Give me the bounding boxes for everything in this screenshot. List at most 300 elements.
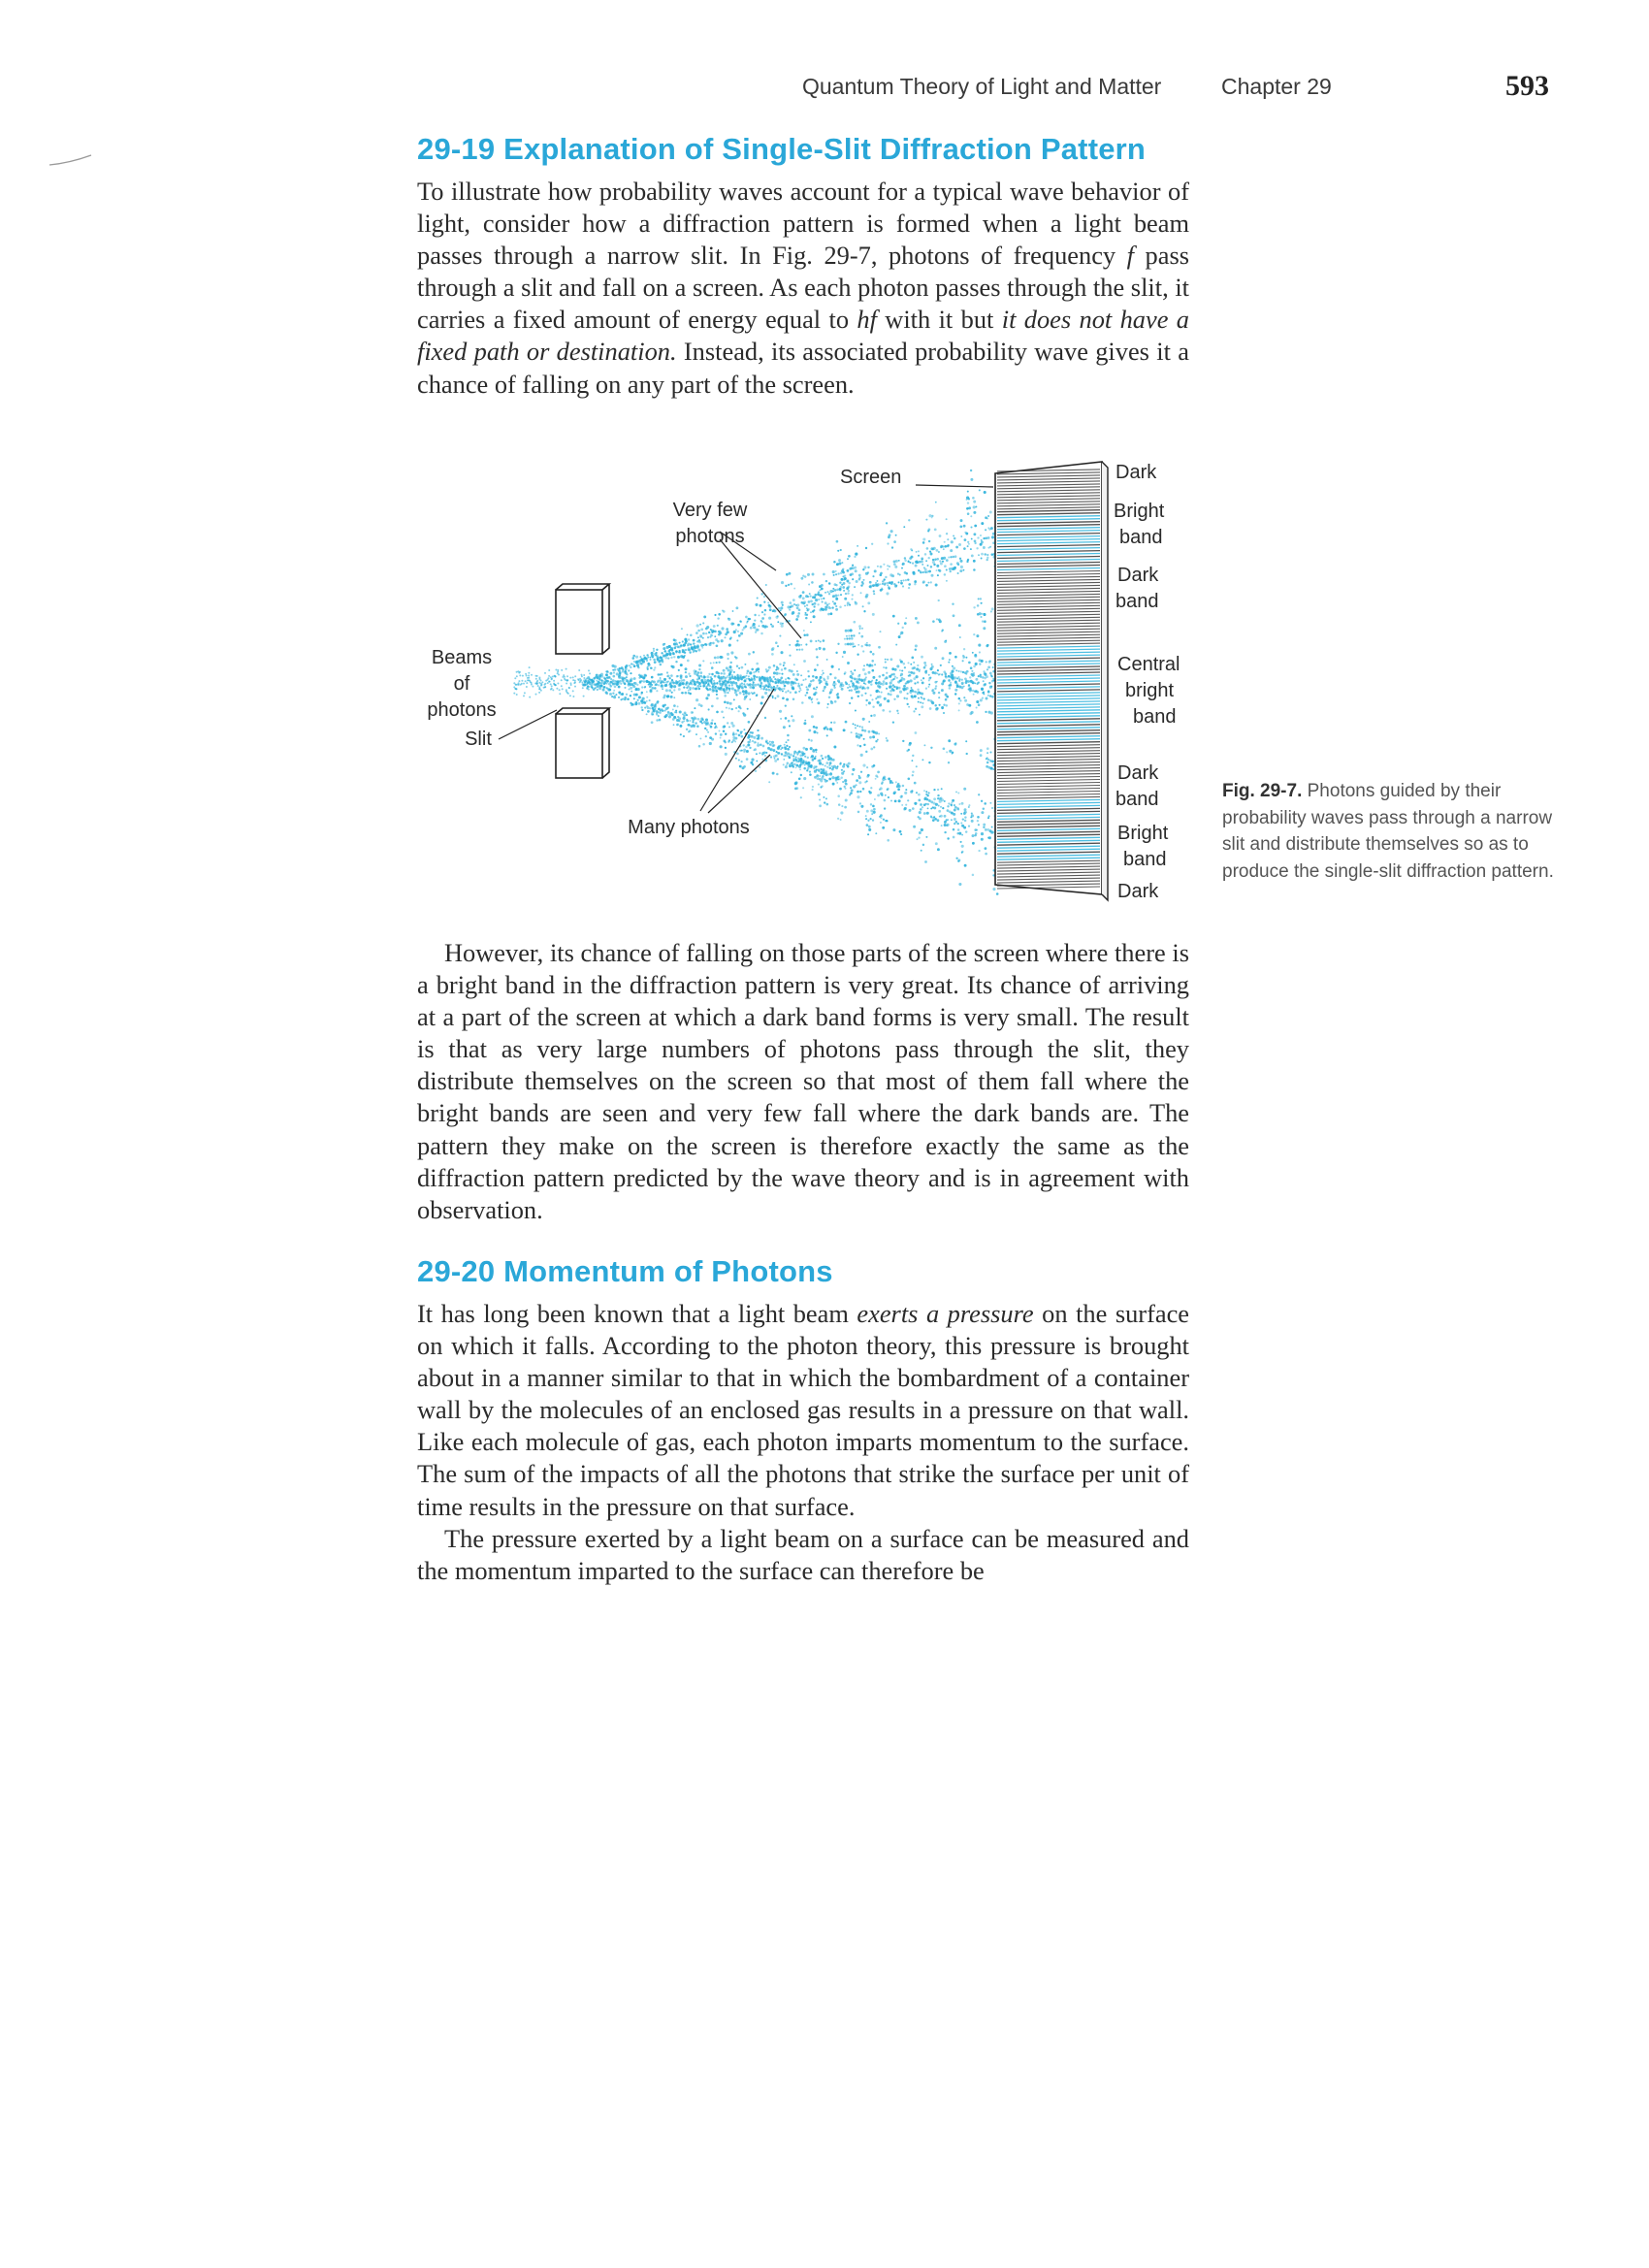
photon-dot (629, 689, 630, 691)
photon-dot (679, 642, 681, 644)
photon-dot (705, 644, 707, 646)
photon-dot (851, 731, 853, 733)
photon-dot (532, 686, 534, 688)
photon-dot (990, 767, 993, 770)
photon-dot (879, 631, 881, 632)
photon-dot (728, 658, 729, 660)
photon-dot (729, 678, 731, 680)
photon-dot (795, 764, 798, 767)
photon-dot (928, 540, 930, 542)
photon-dot (916, 765, 918, 767)
photon-dot (859, 745, 861, 747)
photon-dot (716, 694, 718, 696)
photon-dot (811, 756, 813, 758)
photon-dot (649, 659, 651, 661)
photon-dot (972, 652, 974, 654)
photon-dot (739, 707, 741, 709)
photon-dot (682, 650, 685, 653)
photon-dot (746, 683, 749, 686)
photon-dot (544, 672, 546, 674)
photon-dot (936, 618, 938, 620)
photon-dot (961, 834, 963, 836)
photon-dot (741, 678, 743, 680)
photon-dot (916, 792, 918, 794)
photon-dot (960, 566, 963, 568)
band-label-central: bright (1125, 680, 1175, 701)
photon-dot (737, 631, 739, 632)
photon-dot (779, 678, 781, 680)
photon-dot (915, 731, 918, 734)
photon-dot (574, 686, 576, 688)
photon-dot (746, 675, 748, 677)
photon-dot (854, 645, 856, 647)
photon-dot (579, 681, 581, 683)
photon-dot (761, 754, 763, 756)
photon-dot (934, 704, 937, 707)
photon-dot (714, 635, 716, 637)
photon-dot (900, 580, 902, 582)
photon-dot (947, 538, 949, 540)
photon-dot (986, 537, 988, 540)
photon-dot (968, 826, 970, 827)
chapter-label: Chapter 29 (1221, 74, 1332, 99)
photon-dot (886, 737, 888, 739)
photon-dot (706, 626, 709, 629)
photon-dot (962, 569, 964, 571)
photon-dot (922, 677, 924, 679)
photon-dot (872, 805, 875, 808)
photon-dot (561, 685, 563, 687)
photon-dot (875, 731, 878, 734)
photon-dot (802, 679, 804, 681)
photon-dot (949, 750, 952, 753)
screen (995, 462, 1108, 900)
photon-dot (738, 634, 741, 637)
photon-dot (679, 651, 681, 653)
photon-dot (666, 646, 668, 648)
photon-dot (838, 803, 841, 806)
photon-dot (725, 747, 727, 749)
photon-dot (904, 792, 907, 794)
photon-dot (959, 569, 962, 572)
photon-dot (973, 606, 975, 608)
photon-dot (767, 686, 769, 688)
photon-dot (970, 526, 972, 528)
photon-dot (813, 687, 815, 689)
photon-dot (721, 639, 724, 642)
photon-dot (783, 759, 785, 761)
photon-dot (835, 608, 838, 611)
paragraph-text: However, its chance of falling on those parts of the screen where there is a bright band in the diffraction pattern is very great. Its chance of arriving at a part of the screen at which a dark band forms is very small. The result is that as very large numbers of photons pass through the slit, they distribute themselves on the screen so that most of them fall where the bright bands are seen and very few fall where the dark bands are. The pattern they make on the screen is therefore exactly the same as the diffraction pattern predicted by the wave theory and is in agreement with observation. (417, 938, 1189, 1224)
photon-dot (649, 690, 652, 693)
photon-dot (734, 692, 737, 695)
photon-dot (754, 619, 756, 621)
photon-dot (919, 811, 922, 814)
photon-dot (523, 683, 525, 685)
photon-dot (908, 671, 911, 674)
photon-dot (697, 636, 699, 638)
band-label-dark: Dark (1117, 762, 1159, 784)
photon-dot (849, 686, 851, 688)
photon-dot (908, 560, 910, 562)
photon-dot (745, 746, 748, 749)
photon-dot (967, 680, 970, 683)
photon-dot (960, 519, 963, 522)
photon-dot (939, 560, 941, 562)
photon-dot (697, 718, 700, 721)
photon-dot (916, 667, 919, 670)
photon-dot (696, 685, 699, 688)
photon-dot (957, 828, 960, 831)
photon-dot (752, 683, 755, 686)
photon-dot (990, 610, 992, 612)
photon-dot (869, 792, 872, 794)
photon-dot (842, 656, 844, 658)
photon-dot (630, 687, 632, 690)
text-run: Instead, its associated probability wave gives it a chance of falling on any part of the screen. (417, 337, 1189, 399)
photon-dot (811, 581, 814, 584)
band-label-bright: band (1119, 527, 1163, 548)
photon-dot (692, 721, 694, 723)
photon-dot (802, 787, 804, 789)
photon-dot (726, 687, 728, 690)
photon-dot (927, 565, 929, 567)
photon-dot (914, 583, 916, 585)
photon-dot (948, 802, 950, 804)
photon-dot (878, 681, 880, 683)
photon-dot (816, 648, 818, 650)
photon-dot (760, 621, 762, 623)
photon-dot (871, 813, 873, 815)
photon-dot (630, 672, 632, 674)
photon-dot (631, 703, 634, 706)
photon-dot (722, 680, 724, 682)
photon-dot (987, 836, 989, 838)
photon-dot (867, 833, 869, 835)
photon-dot (986, 644, 988, 647)
photon-dot (886, 688, 888, 690)
photon-dot (736, 729, 738, 731)
photon-dot (844, 643, 847, 646)
photon-dot (706, 729, 708, 731)
photon-dot (713, 625, 716, 628)
photon-dot (904, 666, 906, 668)
photon-dot (852, 578, 854, 580)
photon-dot (968, 806, 970, 808)
photon-dot (829, 773, 832, 776)
photon-dot (828, 593, 830, 595)
photon-dot (978, 703, 981, 706)
photon-dot (756, 663, 759, 665)
photon-dot (860, 584, 862, 586)
photon-dot (862, 718, 865, 721)
photon-dot (676, 651, 678, 653)
photon-dot (758, 671, 760, 673)
photon-dot (588, 686, 590, 688)
photon-dot (923, 790, 925, 792)
photon-dot (771, 625, 774, 628)
photon-dot (736, 664, 738, 666)
photon-dot (795, 767, 797, 769)
photon-dot (851, 789, 854, 792)
photon-dot (728, 692, 729, 694)
photon-dot (980, 749, 983, 752)
photon-dot (635, 661, 638, 664)
photon-dot (618, 670, 620, 672)
photon-dot (682, 656, 685, 659)
photon-dot (723, 672, 726, 675)
photon-dot (990, 686, 992, 688)
photon-dot (725, 753, 728, 756)
photon-dot (933, 816, 935, 818)
photon-dot (754, 675, 756, 677)
photon-dot (832, 783, 835, 786)
photon-dot (871, 660, 874, 663)
photon-dot (624, 697, 627, 699)
photon-dot (761, 611, 763, 613)
photon-dot (980, 535, 982, 536)
photon-dot (868, 644, 871, 647)
photon-dot (835, 652, 837, 654)
photon-dot (921, 656, 923, 659)
photon-dot (810, 599, 813, 602)
photon-dot (657, 681, 659, 683)
photon-dot (776, 672, 779, 675)
photon-dot (890, 530, 893, 533)
photon-dot (674, 647, 677, 650)
photon-dot (808, 764, 811, 767)
photon-dot (749, 698, 751, 700)
photon-dot (803, 600, 806, 603)
photon-dot (783, 664, 785, 666)
photon-dot (948, 675, 951, 678)
photon-dot (953, 666, 955, 669)
band-label-dark: band (1116, 591, 1159, 612)
photon-dot (749, 679, 752, 682)
photon-dot (764, 692, 767, 695)
photon-dot (941, 825, 943, 826)
photon-dot (941, 706, 944, 709)
photon-dot (660, 682, 662, 684)
photon-dot (871, 698, 873, 700)
photon-dot (603, 686, 605, 688)
photon-dot (757, 629, 760, 632)
photon-dot (948, 679, 950, 681)
photon-dot (898, 581, 900, 583)
photon-dot (990, 527, 993, 530)
photon-dot (974, 654, 977, 657)
photon-dot (682, 640, 684, 642)
photon-dot (664, 710, 666, 712)
photon-dot (965, 830, 967, 832)
photon-dot (855, 601, 857, 603)
photon-dot (873, 714, 876, 717)
photon-dot (986, 668, 988, 670)
photon-dot (777, 747, 780, 750)
photon-dot (961, 845, 964, 848)
photon-dot (847, 765, 850, 768)
photon-dot (873, 593, 875, 595)
photon-dot (896, 710, 898, 712)
photon-dot (552, 689, 554, 691)
photon-dot (974, 539, 977, 542)
photon-dot (840, 549, 842, 551)
photon-dot (933, 564, 935, 566)
photon-dot (849, 637, 851, 639)
photon-dot (728, 665, 731, 668)
photon-dot (980, 598, 982, 599)
photon-dot (956, 678, 958, 680)
photon-dot (643, 680, 646, 683)
photon-dot (760, 682, 763, 685)
photon-dot (880, 572, 883, 575)
photon-dot (731, 687, 734, 690)
photon-dot (938, 569, 940, 571)
photon-dot (824, 801, 825, 803)
photon-dot (724, 677, 727, 680)
photon-dot (924, 670, 926, 672)
photon-dot (687, 633, 689, 635)
photon-dot (779, 710, 782, 713)
photon-dot (531, 674, 533, 676)
photon-dot (814, 758, 816, 760)
photon-dot (630, 695, 631, 697)
photon-dot (821, 607, 824, 610)
photon-dot (815, 640, 817, 642)
photon-dot (983, 680, 985, 682)
photon-dot (859, 734, 862, 737)
photon-dot (743, 627, 746, 630)
photon-dot (922, 844, 924, 846)
photon-dot (797, 758, 799, 760)
photon-dot (975, 683, 977, 685)
photon-dot (551, 685, 553, 687)
photon-dot (817, 603, 819, 605)
photon-dot (886, 672, 888, 674)
photon-dot (850, 670, 852, 672)
photon-dot (895, 560, 898, 563)
photon-dot (723, 730, 726, 733)
photon-dot (992, 888, 995, 891)
photon-dot (925, 803, 927, 805)
photon-dot (970, 816, 972, 818)
photon-dot (992, 666, 994, 668)
photon-dot (660, 677, 662, 679)
photon-dot (762, 688, 764, 690)
band-label-dark: Dark (1116, 462, 1157, 483)
photon-dot (755, 632, 757, 633)
photon-dot (748, 653, 751, 656)
photon-dot (757, 684, 759, 686)
photon-dot (724, 636, 726, 638)
photon-dot (863, 566, 866, 568)
photon-dot (810, 739, 812, 741)
photon-dot (644, 686, 646, 688)
photon-dot (558, 674, 560, 676)
photon-dot (837, 643, 839, 645)
photon-dot (741, 666, 744, 669)
photon-dot (811, 701, 813, 703)
photon-dot (749, 671, 752, 674)
photon-dot (847, 569, 850, 572)
photon-dot (679, 710, 682, 713)
photon-dot (888, 693, 890, 696)
photon-dot (789, 644, 791, 646)
photon-dot (887, 565, 889, 567)
photon-dot (918, 799, 921, 802)
photon-dot (726, 628, 728, 631)
photon-dot (940, 664, 942, 666)
photon-dot (568, 687, 570, 689)
photon-dot (826, 676, 828, 678)
photon-dot (780, 718, 782, 720)
photon-dot (880, 566, 883, 568)
photon-dot (830, 760, 832, 761)
photon-dot (808, 600, 811, 603)
photon-dot (843, 579, 845, 581)
photon-dot (856, 779, 858, 782)
photon-dot (900, 582, 903, 585)
photon-dot (964, 538, 967, 541)
photon-dot (694, 683, 696, 686)
photon-dot (526, 682, 528, 684)
photon-dot (982, 697, 984, 698)
photon-dot (792, 755, 794, 757)
section1-paragraph-1 (417, 176, 1189, 401)
photon-dot (679, 725, 682, 728)
photon-dot (785, 765, 788, 768)
photon-dot (786, 741, 788, 743)
photon-dot (630, 691, 632, 693)
photon-dot (816, 686, 818, 688)
photon-dot (819, 760, 822, 762)
photon-dot (978, 598, 980, 599)
photon-dot (890, 673, 892, 675)
photon-dot (530, 681, 532, 683)
photon-dot (782, 623, 784, 625)
photon-dot (821, 598, 823, 599)
photon-dot (684, 692, 687, 695)
photon-dot (663, 654, 665, 657)
photon-dot (912, 774, 914, 776)
photon-dot (794, 788, 797, 791)
photon-dot (723, 610, 726, 613)
photon-dot (764, 755, 766, 757)
photon-dot (939, 800, 942, 803)
photon-dot (555, 669, 557, 671)
photon-dot (971, 670, 973, 672)
photon-dot (972, 834, 975, 837)
photon-dot (844, 598, 847, 600)
symbol-f: f (1126, 241, 1134, 271)
photon-dot (788, 720, 791, 723)
photon-dot (770, 748, 773, 751)
photon-dot (789, 725, 791, 727)
photon-dot (690, 693, 692, 695)
photon-dot (857, 545, 858, 547)
photon-dot (910, 548, 912, 550)
photon-dot (932, 559, 934, 561)
photon-dot (958, 709, 960, 711)
photon-dot (809, 595, 811, 597)
photon-dot (833, 602, 836, 605)
photon-dot (958, 680, 960, 682)
photon-dot (856, 580, 858, 583)
photon-dot (728, 739, 730, 741)
photon-dot (834, 583, 837, 586)
photon-dot (942, 807, 944, 809)
photon-dot (929, 707, 932, 710)
